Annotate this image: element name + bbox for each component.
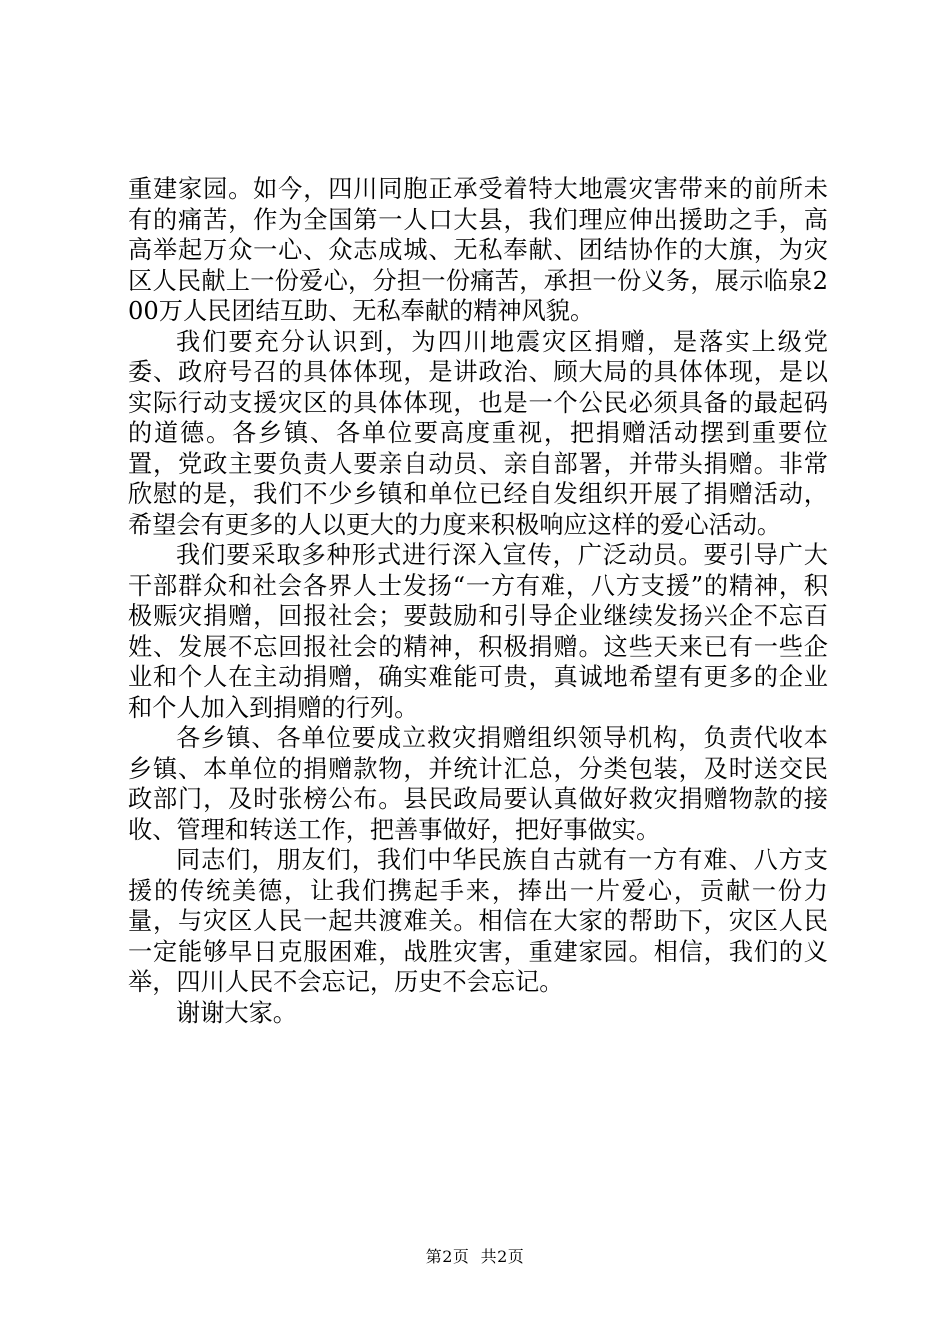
paragraph-publicity: 我们要采取多种形式进行深入宣传，广泛动员。要引导广大干部群众和社会各界人士发扬“一方有难，八方支援”的精神，积极赈灾捐赠，回报社会；要鼓励和引导企业继续发扬兴企不忘百姓、发展不忘回报社会的精神，积极捐赠。这些天来已有一些企业和个人在主动捐赠，确实难能可贵，真诚地希望有更多的企业和个人加入到捐赠的行列。 bbox=[128, 541, 828, 722]
paragraph-continuation: 重建家园。如今，四川同胞正承受着特大地震灾害带来的前所未有的痛苦，作为全国第一人口大县，我们理应伸出援助之手，高高举起万众一心、众志成城、无私奉献、团结协作的大旗，为灾区人民献上一份爱心，分担一份痛苦，承担一份义务，展示临泉200万人民团结互助、无私奉献的精神风貌。 bbox=[128, 175, 828, 325]
paragraph-closing: 同志们，朋友们，我们中华民族自古就有一方有难、八方支援的传统美德，让我们携起手来，捧出一片爱心，贡献一份力量，与灾区人民一起共渡难关。相信在大家的帮助下，灾区人民一定能够早日克服困难，战胜灾害，重建家园。相信，我们的义举，四川人民不会忘记，历史不会忘记。 bbox=[128, 846, 828, 996]
document-body bbox=[128, 174, 828, 1028]
paragraph-thanks: 谢谢大家。 bbox=[176, 998, 297, 1027]
page-footer bbox=[0, 1247, 950, 1267]
page-number: 第2页 bbox=[425, 1247, 470, 1266]
page-total: 共2页 bbox=[480, 1247, 525, 1266]
paragraph-awareness: 我们要充分认识到，为四川地震灾区捐赠，是落实上级党委、政府号召的具体体现，是讲政治、顾大局的具体体现，是以实际行动支援灾区的具体体现，也是一个公民必须具备的最起码的道德。各乡镇、各单位要高度重视，把捐赠活动摆到重要位置，党政主要负责人要亲自动员、亲自部署，并带头捐赠。非常欣慰的是，我们不少乡镇和单位已经自发组织开展了捐赠活动，希望会有更多的人以更大的力度来积极响应这样的爱心活动。 bbox=[128, 327, 828, 539]
paragraph-organization: 各乡镇、各单位要成立救灾捐赠组织领导机构，负责代收本乡镇、本单位的捐赠款物，并统计汇总，分类包装，及时送交民政部门，及时张榜公布。县民政局要认真做好救灾捐赠物款的接收、管理和转送工作，把善事做好，把好事做实。 bbox=[128, 724, 828, 844]
